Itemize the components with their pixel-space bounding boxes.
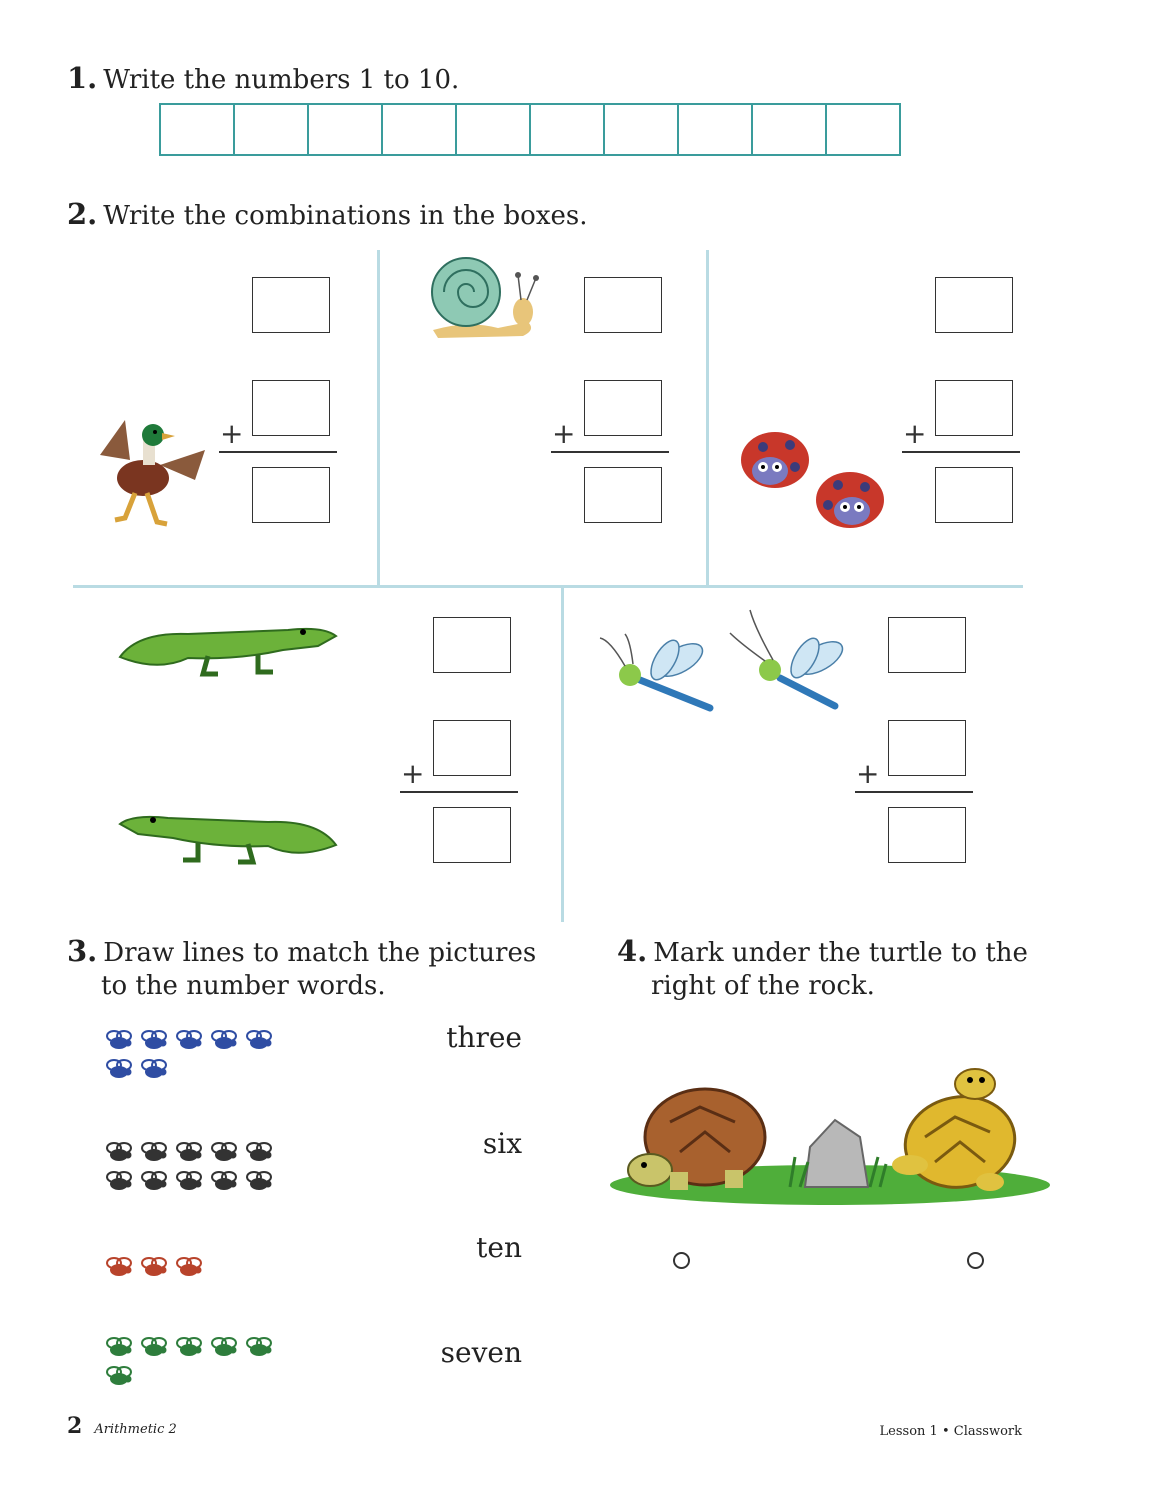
answer-box[interactable] (888, 807, 966, 863)
answer-box[interactable] (935, 277, 1013, 333)
sum-line (902, 451, 1020, 453)
bug-icon (174, 1169, 204, 1191)
number-cell[interactable] (159, 103, 235, 156)
grid-divider (73, 585, 1023, 588)
bug-icon (139, 1335, 169, 1357)
bug-icon (174, 1255, 204, 1277)
bug-icon (104, 1140, 134, 1162)
plus-sign: + (401, 757, 425, 790)
number-cell[interactable] (677, 103, 753, 156)
bug-icon (174, 1028, 204, 1050)
plus-sign: + (220, 417, 244, 450)
question-number: 4. (617, 934, 648, 968)
bug-icon (244, 1140, 274, 1162)
answer-box[interactable] (584, 467, 662, 523)
answer-box[interactable] (584, 277, 662, 333)
bug-icon (244, 1335, 274, 1357)
number-cell[interactable] (751, 103, 827, 156)
bug-icon (174, 1335, 204, 1357)
grid-divider (561, 588, 564, 922)
number-cell[interactable] (529, 103, 605, 156)
turtle-scene (610, 1062, 1050, 1212)
answer-box[interactable] (935, 380, 1013, 436)
bug-icon (104, 1169, 134, 1191)
answer-box[interactable] (433, 617, 511, 673)
bug-icon (104, 1028, 134, 1050)
number-cell[interactable] (603, 103, 679, 156)
answer-box[interactable] (888, 617, 966, 673)
bug-icon (209, 1169, 239, 1191)
plus-sign: + (903, 417, 927, 450)
question-text-line2: to the number words. (101, 971, 386, 1001)
number-cell[interactable] (307, 103, 383, 156)
answer-circle-right[interactable] (967, 1252, 984, 1269)
question-text-line1: Mark under the turtle to the (653, 938, 1028, 968)
answer-box[interactable] (935, 467, 1013, 523)
sum-line (855, 791, 973, 793)
answer-box[interactable] (433, 720, 511, 776)
ladybug-icon (735, 425, 815, 495)
bug-icon (104, 1364, 134, 1386)
footer-lesson: Lesson 1 • Classwork (879, 1424, 1022, 1439)
answer-box[interactable] (252, 277, 330, 333)
number-cell[interactable] (233, 103, 309, 156)
question-text: Write the combinations in the boxes. (103, 201, 588, 231)
answer-box[interactable] (252, 380, 330, 436)
question-4-title (617, 935, 1028, 1003)
number-cell[interactable] (455, 103, 531, 156)
number-word[interactable]: ten (476, 1231, 522, 1264)
bug-icon (139, 1169, 169, 1191)
footer-page (67, 1413, 177, 1439)
bug-icon (104, 1255, 134, 1277)
turtle-icon (628, 1089, 765, 1190)
number-cell[interactable] (381, 103, 457, 156)
rock-icon (790, 1120, 886, 1187)
question-1-title (67, 62, 459, 97)
grid-divider (706, 250, 709, 586)
question-number: 1. (67, 61, 98, 95)
number-strip (159, 103, 901, 156)
question-number: 2. (67, 197, 98, 231)
bug-icon (139, 1140, 169, 1162)
answer-box[interactable] (584, 380, 662, 436)
plus-sign: + (856, 757, 880, 790)
bug-icon (209, 1335, 239, 1357)
answer-box[interactable] (252, 467, 330, 523)
question-number: 3. (67, 934, 98, 968)
bug-icon (244, 1169, 274, 1191)
bug-icon (104, 1057, 134, 1079)
bug-icon (139, 1255, 169, 1277)
plus-sign: + (552, 417, 576, 450)
bug-icon (139, 1057, 169, 1079)
answer-box[interactable] (888, 720, 966, 776)
number-word[interactable]: seven (440, 1336, 522, 1369)
ladybug-icon (810, 465, 890, 535)
number-word[interactable]: three (446, 1021, 522, 1054)
dragonfly-icon (585, 630, 715, 715)
question-text-line2: right of the rock. (651, 971, 875, 1001)
sum-line (219, 451, 337, 453)
snail-icon (428, 250, 548, 342)
bug-icon (104, 1335, 134, 1357)
question-text: Write the numbers 1 to 10. (103, 65, 460, 95)
answer-box[interactable] (433, 807, 511, 863)
bug-icon (244, 1028, 274, 1050)
number-word[interactable]: six (482, 1127, 522, 1160)
bug-icon (209, 1140, 239, 1162)
bug-icon (139, 1028, 169, 1050)
dragonfly-icon (725, 608, 855, 713)
sum-line (400, 791, 518, 793)
bug-icon (209, 1028, 239, 1050)
question-2-title (67, 198, 588, 233)
answer-circle-left[interactable] (673, 1252, 690, 1269)
question-3-title (67, 935, 536, 1003)
number-cell[interactable] (825, 103, 901, 156)
grid-divider (377, 250, 380, 586)
book-title: Arithmetic 2 (94, 1422, 177, 1437)
duck-icon (85, 400, 215, 530)
alligator-icon (116, 800, 338, 870)
alligator-icon (118, 612, 340, 682)
bug-icon (174, 1140, 204, 1162)
question-text-line1: Draw lines to match the pictures (103, 938, 537, 968)
sum-line (551, 451, 669, 453)
page-number: 2 (67, 1413, 83, 1439)
